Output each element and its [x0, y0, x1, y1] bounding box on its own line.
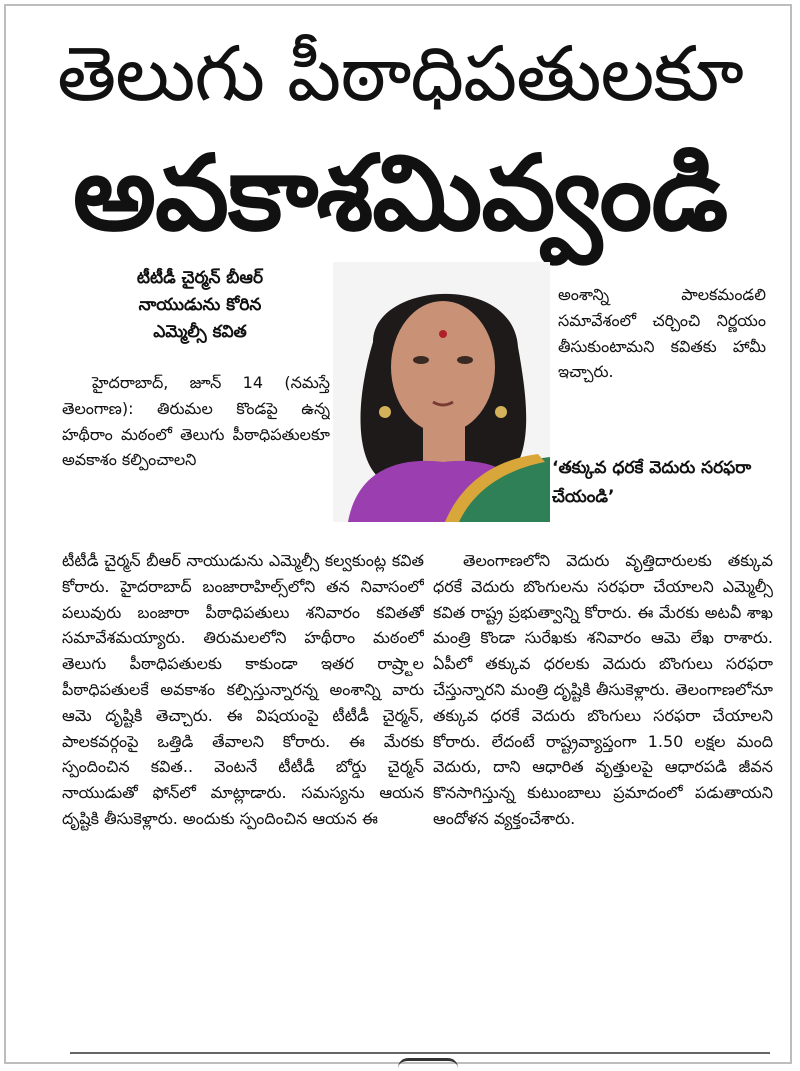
bottom-divider	[70, 1052, 770, 1054]
headline-line-1: తెలుగు పీఠాధిపతులకూ	[57, 29, 743, 118]
headline-line-2: అవకాశమివ్వండి	[72, 132, 728, 254]
article-column-left-top	[62, 370, 330, 552]
subheadline	[90, 265, 310, 346]
article-paragraph: టీటీడీ చైర్మన్ బీఆర్ నాయుడును ఎమ్మెల్సీ కల్వకుంట్ల కవిత కోరారు. హైదరాబాద్ బంజారాహిల్స్‌లోని తన నివాసంలో పలువురు బంజారా పీఠాధిపతులు శనివారం కవితతో సమావేశమయ్యారు. తిరుమలలోని హథీరాం మఠంలో తెలుగు పీఠాధిపతులకు కాకుండా ఇతర రాష్ర్టాల పీఠాధిపతులకే అవకాశం కల్పిస్తున్నారన్న అంశాన్ని వారు ఆమె దృష్టికి తెచ్చారు. ఈ విషయంపై టీటీడీ చైర్మన్, పాలకవర్గంపై ఒత్తిడి తేవాలని కోరారు. ఈ మేరకు స్పందించిన కవిత.. వెంటనే టీటీడీ బోర్డు చైర్మన్ నాయుడుతో ఫోన్‌లో మాట్లాడారు. సమస్యను ఆయన దృష్టికి తీసుకెళ్లారు. అందుకు స్పందించిన ఆయన ఈ	[62, 551, 424, 828]
article-column-left-bottom	[62, 548, 424, 1038]
article-column-right-bottom	[433, 548, 773, 1038]
article-column-right-top	[558, 282, 766, 424]
cut-off-heading-mark	[398, 1058, 458, 1071]
pullquote-subheading: ‘తక్కువ ధరకే వెదురు సరఫరా చేయండి’	[552, 458, 752, 507]
subheadline-line: టీటీడీ చైర్మన్ బీఆర్	[136, 268, 264, 288]
portrait-photo	[333, 262, 550, 522]
article-paragraph: హైదరాబాద్, జూన్ 14 (నమస్తే తెలంగాణ): తిరుమల కొండపై ఉన్న హథీరాం మఠంలో తెలుగు పీఠాధిపతులకూ అవకాశం కల్పించాలని	[62, 373, 330, 470]
subheadline-line: నాయుడును కోరిన	[138, 295, 262, 315]
article-paragraph: తెలంగాణలోని వెదురు వృత్తిదారులకు తక్కువ ధరకే వెదురు బొంగులను సరఫరా చేయాలని ఎమ్మెల్సీ కవిత రాష్ట్ర ప్రభుత్వాన్ని కోరారు. ఈ మేరకు అటవీ శాఖ మంత్రి కొండా సురేఖకు శనివారం ఆమె లేఖ రాశారు. ఏపీలో తక్కువ ధరలకు వెదురు బొంగులు సరఫరా చేస్తున్నారని మంత్రి దృష్టికి తీసుకెళ్లారు. తెలంగాణలోనూ తక్కువ ధరకే వెదురు బొంగులు సరఫరా చేయాలని కోరారు. లేదంటే రాష్ట్రవ్యాప్తంగా 1.50 లక్షల మంది వెదురు, దాని ఆధారిత వృత్తులపై ఆధారపడి జీవన కొనసాగిస్తున్న కుటుంబాలు ప్రమాదంలో పడుతాయని ఆందోళన వ్యక్తంచేశారు.	[433, 551, 773, 828]
subheadline-line: ఎమ్మెల్సీ కవిత	[153, 322, 247, 342]
portrait-photo-icon	[333, 262, 550, 522]
article-paragraph: అంశాన్ని పాలకమండలి సమావేశంలో చర్చించి నిర్ణయం తీసుకుంటామని కవితకు హామీ ఇచ్చారు.	[558, 285, 766, 382]
